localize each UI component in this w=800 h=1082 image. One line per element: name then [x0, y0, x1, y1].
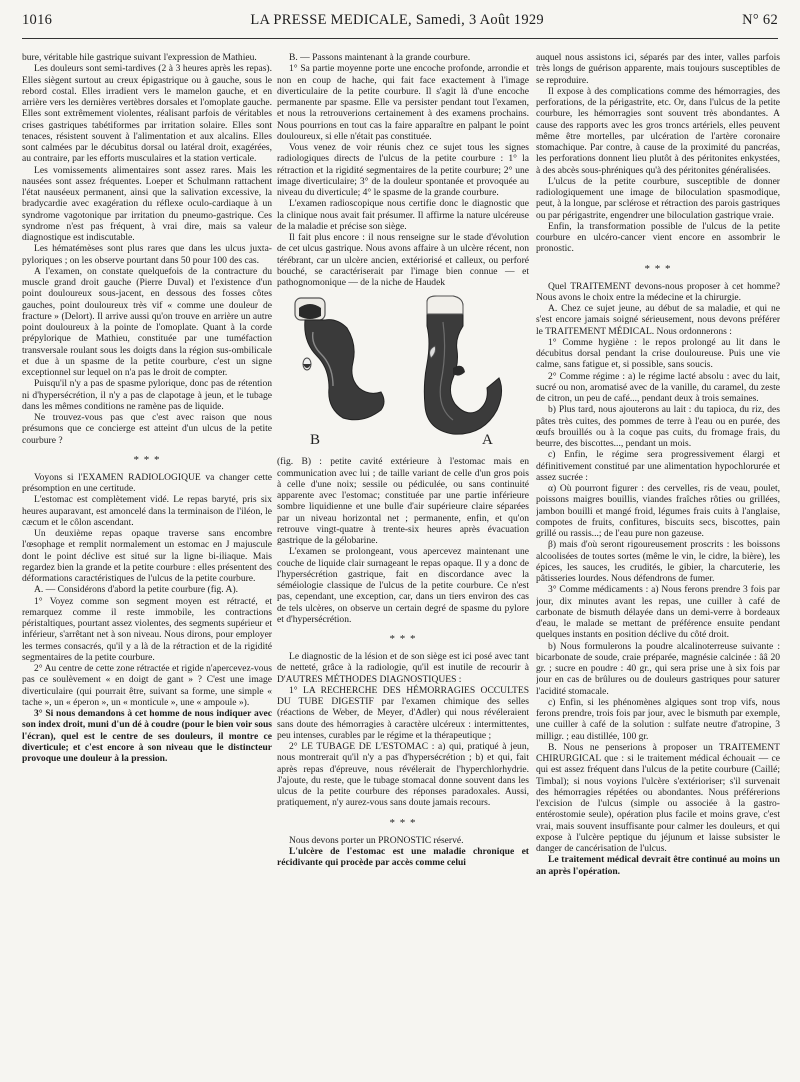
paragraph: 1° Sa partie moyenne porte une encoche profonde, arrondie et non en coup de hache, qui fait face exactement à l'image diverticulaire de la petite courbure. Il s'agit là d'une encoche permanente par spasme. Elle va persister pendant tout l'examen, et nous la retrouverions certainement à des examens prochains. Nous pourrions en tout cas la faire apparaître en palpant le point douloureux, si elle n'était pas constituée. [277, 63, 529, 142]
paragraph: A. Chez ce sujet jeune, au début de sa maladie, et qui ne s'est encore jamais soigné sérieusement, nous devons préférer le TRAITEMENT MÉDICAL. Nous ordonnerons : [536, 303, 780, 337]
paragraph: B. — Passons maintenant à la grande courbure. [289, 52, 471, 63]
section-separator: * * * [389, 633, 417, 645]
paragraph: Nous devons porter un PRONOSTIC réservé. [289, 834, 464, 846]
paragraph: L'ulcus de la petite courbure, susceptible de donner radiologiquement une image de biloculation spasmodique, peut, à la longue, par sclérose et rétraction des parois gastriques ou par périgastrite, engendrer une biloculation gastrique vraie. [536, 175, 780, 221]
paragraph: B. Nous ne penserions à proposer un TRAITEMENT CHIRURGICAL que : si le traitement médical échouait — ce qui est assez fréquent dans l'ulcus de la petite courbure (Caillé; Timbal); si nous voyions l'ulcère s'extérioriser; s'il survenait des hémorragies répétées ou abondantes. Nous préférerions l'excision de l'ulcus (simple ou associée à la gastro-entérostomie seule), opération plus facile et moins grave, c'est vrai, mais souvent insuffisante pour calmer les douleurs, et qui expose à l'ulcère peptique du jéjunum et laisse subsister le danger de cancérisation de l'ulcus. [536, 741, 780, 854]
paragraph: A. — Considérons d'abord la petite courbure (fig. A). [34, 584, 239, 596]
paragraph: 1° LA RECHERCHE DES HÉMORRAGIES OCCULTES DU TUBE DIGESTIF par l'examen chimique des selles (réactions de Weber, de Meyer, d'Adler) qui nous révéleraient sans doute des hémorragies à caractère ulcéreux : intermittentes, peu intenses, curables par le régime et la thérapeutique ; [277, 684, 529, 741]
paragraph: 3° Si nous demandons à cet homme de nous indiquer avec son index droit, muni d'un dé à coudre (pour le bien voir sous l'écran), quel est le centre de ses douleurs, il montre ce diverticule; et c'est encore à son niveau que le distincteur provoque une douleur à la pression. [22, 708, 272, 764]
figure-a-label: A [482, 432, 493, 449]
paragraph: 2° Comme régime : a) le régime lacté absolu : avec du lait, sucré ou non, aromatisé avec de la vanille, du caramel, du zeste de citron, un peu de café..., pendant deux à trois semaines. [536, 370, 780, 404]
header-rule [22, 38, 778, 39]
paragraph: 3° Comme médicaments : a) Nous ferons prendre 3 fois par jour, dix minutes avant les repas, une cuiller à café de carbonate de bismuth délayée dans un demi-verre à bordeaux d'eau, le malade se mettant de préférence ensuite pendant quelques instants en position déclive du côté droit. [536, 584, 780, 641]
figure-b-label: B [310, 432, 321, 449]
paragraph: Les vomissements alimentaires sont assez rares. Mais les nausées sont assez fréquentes. Loeper et Schulmann rattachent l'état nauséeux permanent, ainsi que la salivation excessive, la bradycardie avec exagération du réflexe oculo-cardiaque à un syndrome vagotonique par irritation du pneumo-gastrique. Ces syndrome n'est pas fréquent, à vrai dire, mais sa valeur diagnostique est indiscutable. [22, 164, 272, 243]
column-left [22, 52, 272, 1074]
paragraph: Quel TRAITEMENT devons-nous proposer à cet homme? Nous avons le choix entre la médecine et la chirurgie. [536, 280, 780, 303]
paragraph: L'examen radioscopique nous certifie donc le diagnostic que la clinique nous avait fait présumer. Il affirme la nature ulcéreuse de la maladie et précise son siège. [277, 198, 529, 232]
paragraph: Il fait plus encore : il nous renseigne sur le stade d'évolution de cet ulcus gastrique. Nous avons affaire à un ulcère récent, non térébrant, car un ulcère ancien, extériorisé et calleux, ou perforé bouché, se caractériserait par l'image bien connue — et pathognomonique — de la niche de Haudek [277, 232, 529, 288]
paragraph: Un deuxième repas opaque traverse sans encombre l'œsophage et remplit normalement un estomac en J majuscule dont le point déclive est situé sur la ligne bi-iliaque. Mais regardez bien la grande et la petite courbure : elles présentent des déformations caractéristiques de l'ulcus de la petite courbure. [22, 528, 272, 584]
paragraph: Les douleurs sont semi-tardives (2 à 3 heures après les repas). Elles siègent surtout au creux épigastrique ou à gauche, sous le rebord costal. Elles irradient vers le mamelon gauche, et en arrière vers les dernières vertèbres dorsales et l'omoplate gauche. Elles sont extrêmement violentes, réalisant parfois de véritables crises gastriques tabétiformes par irritation solaire. Elles sont tenaces, résistent souvent à l'alimentation et aux alcalins. Elles sont calmées par le décubitus dorsal ou latéral droit, exagérées, au contraire, par les efforts musculaires et la station verticale. [22, 63, 272, 165]
paragraph: (fig. B) : petite cavité extérieure à l'estomac mais en communication avec lui ; de taille variant de celle d'un gros pois à celle d'une noix; sessile ou pédiculée, ou sans continuité apparente avec l'estomac; constituée par une partie inférieure sombre liquidienne et une bulle d'air supérieure claire séparées par un niveau horizontal net ; permanente, enfin, et qu'on retrouve vingt-quatre à trente-six heures après évacuation gastrique de la gélobarine. [277, 456, 529, 546]
column-right [536, 52, 780, 1074]
paragraph: L'estomac est complètement vidé. Le repas baryté, pris six heures auparavant, est amoncelé dans la terminaison de l'iléon, le cæcum et le côlon ascendant. [22, 494, 272, 528]
paragraph: 1° Comme hygiène : le repos prolongé au lit dans le décubitus dorsal pendant la crise douloureuse. Puis une vie calme, sans fatigue et, si possible, sans soucis. [536, 336, 780, 371]
paragraph: Voyons si l'EXAMEN RADIOLOGIQUE va changer cette présomption en une certitude. [22, 471, 272, 494]
paragraph: bure, véritable hile gastrique suivant l'expression de Mathieu. [22, 52, 257, 63]
section-separator: * * * [133, 453, 161, 466]
paragraph: Le diagnostic de la lésion et de son siège est ici posé avec tant de netteté, grâce à la radiologie, qu'il est inutile de recourir à D'AUTRES MÉTHODES DIAGNOSTIQUES : [277, 651, 529, 685]
figure-b-drawing [295, 298, 384, 420]
paragraph: c) Enfin, si les phénomènes algiques sont trop vifs, nous ferons prendre, trois fois par jour, avec le bismuth par exemple, une cuiller à café de la solution : sulfate neutre d'atropine, 3 milligr. ; eau distillée, 100 gr. [536, 696, 780, 742]
paragraph: Il expose à des complications comme des hémorragies, des perforations, de la périgastrite, etc. Or, dans l'ulcus de la petite courbure, les hémorragies sont souvent très abondantes. A cause des rapports avec les gros troncs artériels, elles peuvent même être mortelles, par ulcération de l'artère coronaire stomachique. Par contre, à cause de la proximité du pancréas, les perforations donnent lieu plutôt à des péritonites enkystées, à des abcès sous-phréniques qu'à des péritonites généralisées. [536, 85, 780, 176]
section-separator: * * * [644, 262, 672, 275]
paragraph: b) Plus tard, nous ajouterons au lait : du tapioca, du riz, des pâtes très cuites, des pommes de terre à l'eau ou en purée, des œufs brouillés ou à la coque pas cuits, du fromage frais, du beurre, des biscottes..., pendant un mois. [536, 404, 780, 449]
paragraph: Le traitement médical devrait être continué au moins un an après l'opération. [536, 854, 780, 877]
paragraph: 1° Voyez comme son segment moyen est rétracté, et remarquez comme il reste immobile, les contractions péristaltiques, pourtant assez violentes, des segments supérieur et inférieur, s'arrêtant net à son niveau. Nous dirons, pour employer les termes consacrés, qu'il y a là de la rétraction et de la rigidité segmentaires de la petite courbure. [22, 595, 272, 663]
paragraph: β) mais d'où seront rigoureusement proscrits : les boissons alcoolisées de toutes sortes (même le vin, le cidre, la bière), les épices, les sauces, les crudités, le gibier, la charcuterie, les pâtisseries lourdes. Nous défendrons de fumer. [536, 539, 780, 584]
figure-a-drawing [424, 296, 501, 434]
paragraph: α) Où pourront figurer : des cervelles, ris de veau, poulet, poissons maigres bouillis, viandes fraîches rôties ou grillées, jambon bouilli et mangé froid, légumes frais cuits à l'anglaise, compotes de fruits, confitures, biscuits secs, biscottes, pain grillé ou rassis...; de l'eau pure non gazeuse. [536, 483, 780, 539]
paragraph: A l'examen, on constate quelquefois de la contracture du muscle grand droit gauche (Pierre Duval) et l'existence d'un point douloureux sous-jacent, en dessous des fosses côtes gauches, point douloureux très vif « comme une douleur de fracture » (Delort). Il arrive aussi qu'on trouve en arrière un autre point douloureux à la pointe de l'omoplate. Quant à la corde prépylorique de Mathieu, constituée par une tuméfaction transversale roulant sous les doigts dans la région sus-ombilicale et due à un spasme de la petite courbure, c'est un signe exceptionnel sur lequel on n'a pas le droit de compter. [22, 265, 272, 378]
paragraph: 2° LE TUBAGE DE L'ESTOMAC : a) qui, pratiqué à jeun, nous montrerait qu'il n'y a pas d'hypersécrétion ; b) et qui, fait après repas d'épreuve, nous révélerait de l'hyperchlorhydrie. J'ajoute, du reste, que le tubage stomacal donne souvent dans les ulcus de la petite courbure des réponses paradoxales. Aussi, pratiquement, n'y aurez-vous sans doute jamais recours. [277, 741, 529, 809]
paragraph: Ne trouvez-vous pas que c'est avec raison que nous présumons que ce concierge est atteint d'un ulcus de la petite courbure ? [22, 412, 272, 446]
paragraph: Vous venez de voir réunis chez ce sujet tous les signes radiologiques directs de l'ulcus de la petite courbure : 1° la rétraction et la rigidité segmentaires de la petite courbure; 2° une image diverticulaire; 3° de la douleur spontanée et provoquée au niveau du diverticule; 4° le spasme de la grande courbure. [277, 142, 529, 198]
paragraph: b) Nous formulerons la poudre alcalinoterreuse suivante : bicarbonate de soude, craie préparée, magnésie calcinée : ââ 20 gr. ; sucre en poudre : 40 gr., qui sera prise une à six fois par jour en cas de brûlures ou de douleurs gastriques pour saturer l'acidité stomacale. [536, 640, 780, 697]
radiograph-figure [277, 292, 529, 454]
issue-number: N° 62 [742, 12, 778, 28]
paragraph: c) Enfin, le régime sera progressivement élargi et définitivement constitué par une alimentation hypochlorurée et assez sucrée : [536, 449, 780, 483]
paragraph: auquel nous assistons ici, séparés par des inter, valles parfois très longs de guérison apparente, mais toujours susceptibles de se reproduire. [536, 52, 780, 86]
paragraph: Les hématémèses sont plus rares que dans les ulcus juxta-pyloriques ; on les observe pourtant dans 50 pour 100 des cas. [22, 243, 272, 266]
journal-title: LA PRESSE MEDICALE, Samedi, 3 Août 1929 [250, 12, 544, 28]
paragraph: 2° Au centre de cette zone rétractée et rigide n'apercevez-vous pas ce soulèvement « en doigt de gant » ? C'est une image diverticulaire (qui pourrait être, suivant sa forme, une simple « tache », un « éperon », un « monticule », une « ampoule »). [22, 663, 272, 708]
paragraph: Enfin, la transformation possible de l'ulcus de la petite courbure en ulcéro-cancer vient encore en assombrir le pronostic. [536, 220, 780, 255]
page-number: 1016 [22, 12, 53, 28]
section-separator: * * * [389, 816, 417, 829]
paragraph: Puisqu'il n'y a pas de spasme pylorique, donc pas de rétention ni d'hypersécrétion, il n'y a pas de clapotage à jeun, et le tubage dans les mêmes conditions ne ramène pas de liquide. [22, 378, 272, 412]
paragraph: L'examen se prolongeant, vous apercevez maintenant une couche de liquide clair surnageant le repas opaque. Il y a donc de l'hypersécrétion gastrique, fait en discordance avec la séméiologie classique de l'ulcus de la petite courbure. Ce n'est pas, cependant, une exception, car, dans un tiers environ des cas de tels ulcères, on observe un certain degré de spasme du pylore et d'hypersécrétion. [277, 546, 529, 625]
stomach-xray-drawings [277, 292, 529, 454]
paragraph: L'ulcère de l'estomac est une maladie chronique et récidivante qui procède par accès comme celui [277, 845, 529, 868]
page-header [22, 12, 778, 36]
column-middle [277, 52, 529, 1074]
